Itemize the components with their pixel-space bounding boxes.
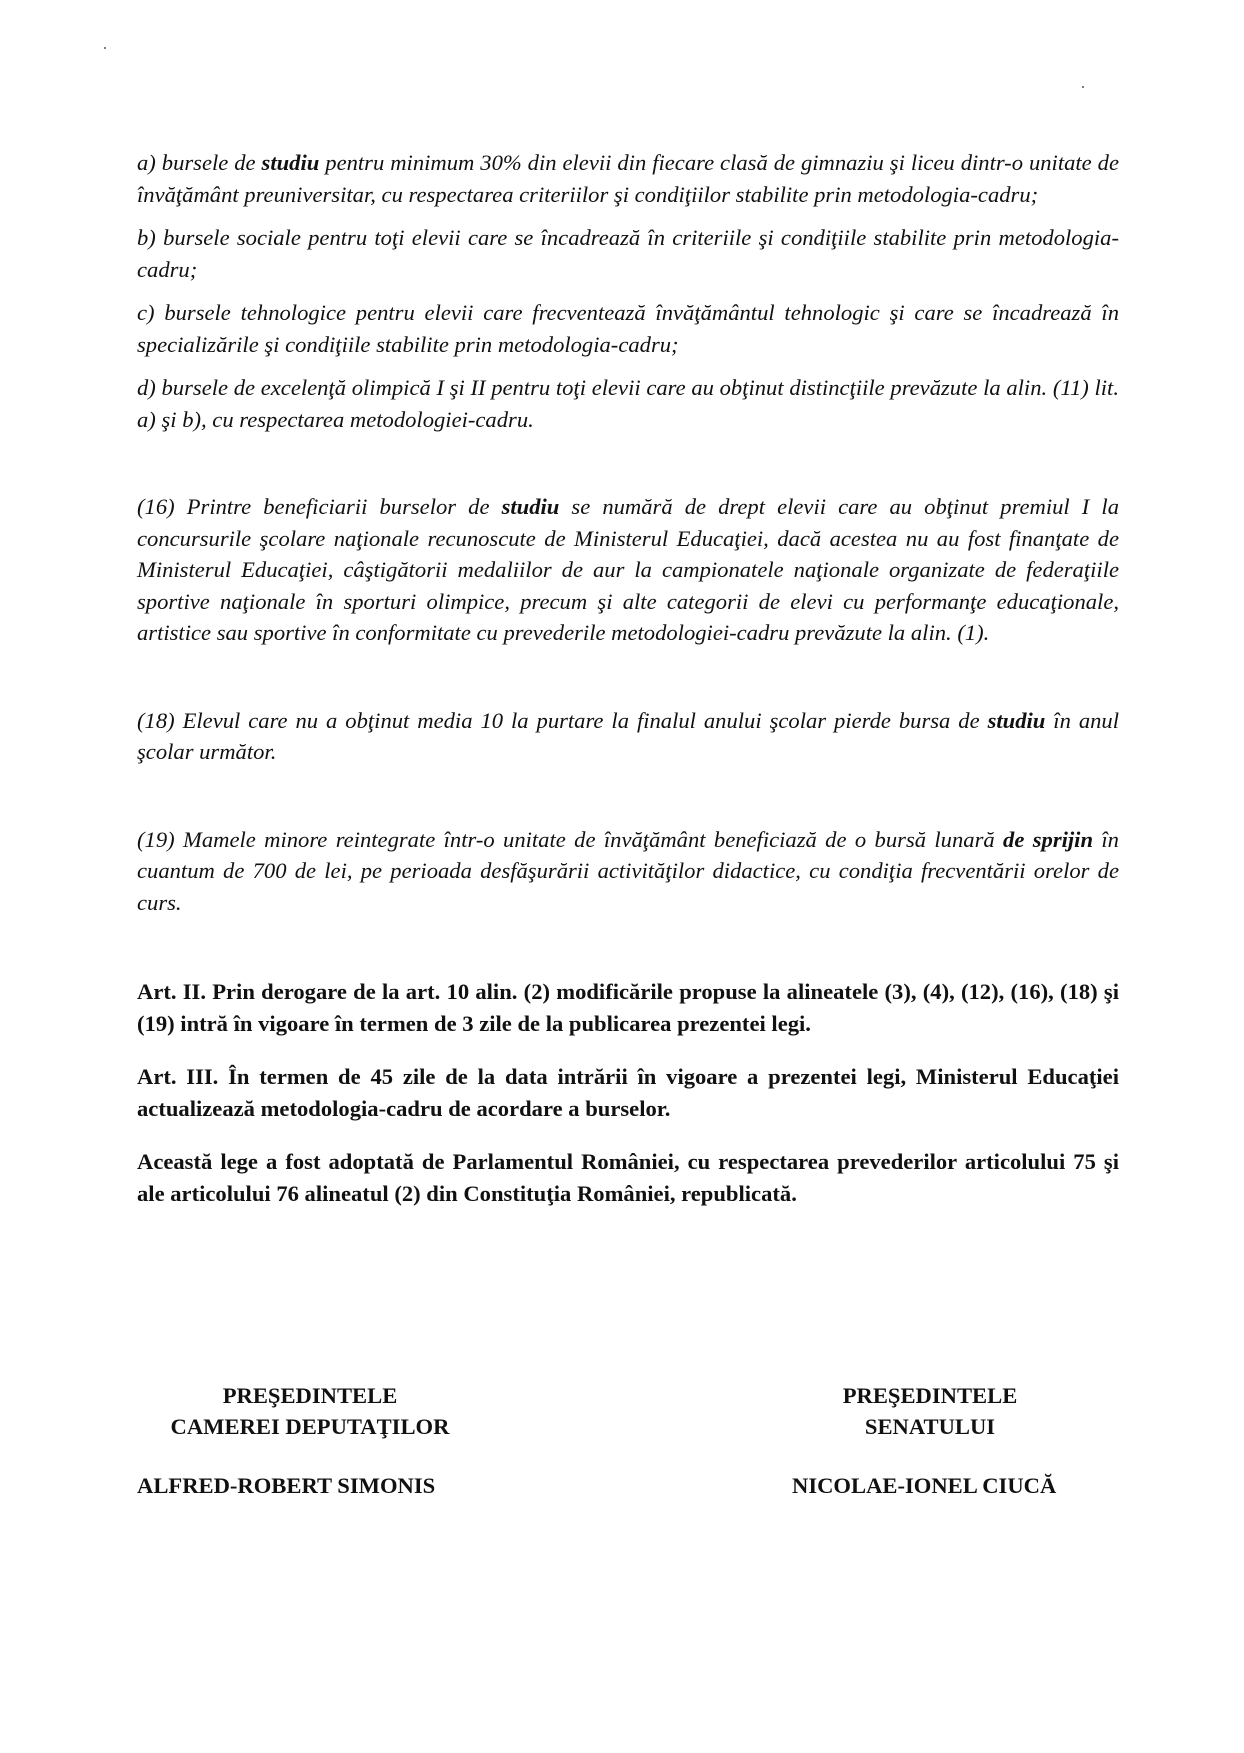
paragraph-19-bold: de sprijin	[1003, 826, 1094, 852]
paragraph-18	[137, 705, 1119, 768]
paragraph-b: b) bursele sociale pentru toţi elevii care se încadrează în criteriile şi condiţiile stabilite prin metodologia-cadru;	[137, 225, 1119, 282]
paragraph-16	[137, 491, 1119, 649]
signature-right-name: NICOLAE-IONEL CIUCĂ	[792, 1473, 1057, 1498]
paragraph-a	[137, 147, 1119, 210]
scan-speck	[104, 47, 106, 49]
paragraph-16-bold: studiu	[501, 494, 560, 519]
signature-right-title-line1: PREŞEDINTELE	[842, 1383, 1018, 1408]
paragraph-16-text-end: se numără de drept elevii care au obţinut premiul I la concursurile şcolare naţionale recunoscute de Ministerul Educaţiei, dacă acestea nu au fost finanţate de Ministerul Educaţiei, câştigătorii medaliilor de aur la campionatele naţionale organizate de federaţiile sportive naţionale în sporturi olimpice, precum şi alte categorii de elevi cu performanţe educaţionale, artistice sau sportive în conformitate cu prevederile metodologiei-cadru prevăzute la alin. (1).	[137, 494, 1119, 645]
document-body	[137, 147, 1119, 1209]
paragraph-a-bold: studiu	[261, 150, 320, 175]
scan-speck	[1082, 86, 1084, 88]
paragraph-d: d) bursele de excelenţă olimpică I şi II pentru toţi elevii care au obţinut distincţiile prevăzute la alin. (11) lit. a) şi b), cu respectarea metodologiei-cadru.	[137, 375, 1119, 432]
signature-right-title-line2: SENATULUI	[864, 1414, 996, 1439]
signature-left-title-line1: PREŞEDINTELE	[222, 1383, 398, 1408]
signature-right-title	[780, 1380, 1080, 1442]
article-2: Art. II. Prin derogare de la art. 10 alin. (2) modificările propuse la alineatele (3), (4), (12), (16), (18) şi (19) intră în vigoare în termen de 3 zile de la publicarea prezentei legi.	[137, 979, 1119, 1036]
paragraph-a-text-end: pentru minimum 30% din elevii din fiecare clasă de gimnaziu şi liceu dintr-o unitate de învăţământ preuniversitar, cu respectarea criteriilor şi condiţiilor stabilite prin metodologia-cadru;	[137, 150, 1119, 207]
paragraph-18-bold: studiu	[987, 707, 1046, 733]
article-3: Art. III. În termen de 45 zile de la data intrării în vigoare a prezentei legi, Ministerul Educaţiei actualizează metodologia-cadru de acordare a burselor.	[137, 1064, 1119, 1121]
signature-left-name: ALFRED-ROBERT SIMONIS	[137, 1473, 436, 1498]
signature-left-title-line2: CAMEREI DEPUTAŢILOR	[170, 1414, 450, 1439]
paragraph-18-text-end: în anul şcolar următor.	[137, 707, 1119, 764]
paragraph-19-text-start: (19) Mamele minore reintegrate într-o unitate de învăţământ beneficiază de o bursă lunară	[137, 826, 1004, 852]
paragraph-16-text-start: (16) Printre beneficiarii burselor de	[137, 494, 502, 519]
adoption-statement: Această lege a fost adoptată de Parlamentul României, cu respectarea prevederilor articolului 75 şi ale articolului 76 alineatul (2) din Constituţia României, republicată.	[137, 1149, 1119, 1206]
paragraph-c: c) bursele tehnologice pentru elevii care frecventează învăţământul tehnologic şi care se încadrează în specializările şi condiţiile stabilite prin metodologia-cadru;	[137, 300, 1119, 357]
paragraph-18-text-start: (18) Elevul care nu a obţinut media 10 la purtare la finalul anului şcolar pierde bursa de	[137, 707, 988, 733]
signature-left-title	[130, 1380, 490, 1442]
paragraph-19-text-end: în cuantum de 700 de lei, pe perioada desfăşurării activităţilor didactice, cu condiţia frecventării orelor de curs.	[137, 826, 1119, 915]
paragraph-19	[137, 824, 1119, 919]
paragraph-a-text-start: a) bursele de	[137, 150, 262, 175]
